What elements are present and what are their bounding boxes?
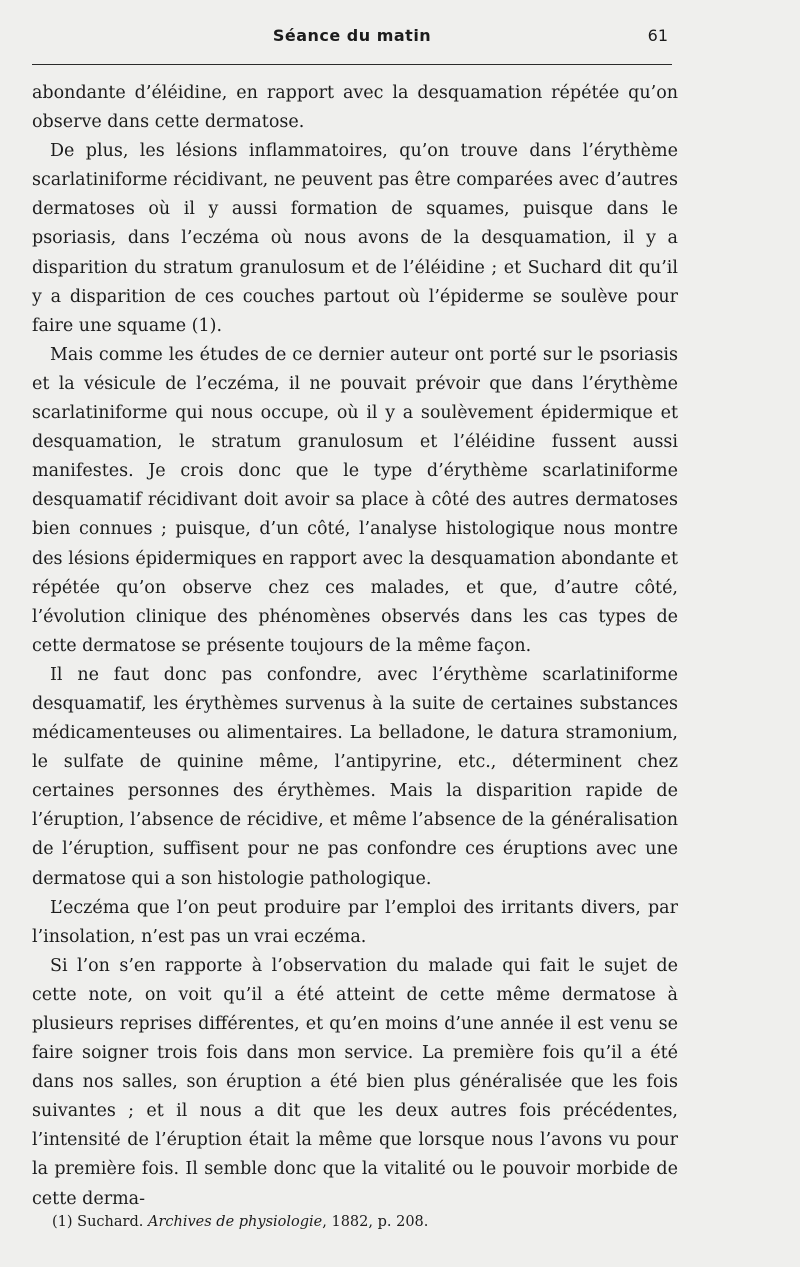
page-header bbox=[32, 24, 672, 54]
footnote-details: , 1882, p. 208. bbox=[322, 1214, 429, 1230]
paragraph-suchard-studies: Mais comme les études de ce dernier auteur ont porté sur le psoriasis et la vésicule de l’eczéma, il ne pouvait prévoir que dans l’érythème scarlatiniforme qui nous occupe, où il y a soulèvement épidermique et desquamation, le stratum granulosum et l’éléidine fussent aussi manifestes. Je crois donc que le type d’érythème scarlatiniforme desquamatif récidivant doit avoir sa place à côté des autres dermatoses bien connues ; puisque, d’un côté, l’analyse histologique nous montre des lésions épidermiques en rapport avec la desquamation abondante et répétée qu’on observe chez ces malades, et que, d’autre côté, l’évolution clinique des phénomènes observés dans les cas types de cette dermatose se présente toujours de la même façon. bbox=[32, 344, 678, 656]
paragraph-observation: Si l’on s’en rapporte à l’observation du malade qui fait le sujet de cette note, on voit qu’il a été atteint de cette même dermatose à plusieurs reprises différentes, et qu’en moins d’une année il est venu se faire soigner trois fois dans mon service. La première fois qu’il a été dans nos salles, son éruption a été bien plus généralisée que les fois suivantes ; et il nous a dit que les deux autres fois précédentes, l’intensité de l’éruption était la même que lorsque nous l’avons vu pour la première fois. Il semble donc que la vitalité ou le pouvoir morbide de cette derma- bbox=[32, 955, 678, 1209]
paragraph-eczema: L’eczéma que l’on peut produire par l’emploi des irritants divers, par l’insolation, n’est pas un vrai eczéma. bbox=[32, 897, 678, 947]
footnote-marker: (1) bbox=[52, 1214, 73, 1230]
footnote-author: Suchard. bbox=[77, 1214, 144, 1230]
paragraph-continuation: abondante d’éléidine, en rapport avec la desquamation répétée qu’on observe dans cette dermatose. bbox=[32, 83, 678, 133]
paragraph-lesions: De plus, les lésions inflammatoires, qu’on trouve dans l’érythème scarlatiniforme récidivant, ne peuvent pas être comparées avec d’autres dermatoses où il y aussi formation de squames, puisque dans le psoriasis, dans l’eczéma où nous avons de la desquamation, il y a disparition du stratum granulosum et de l’éléidine ; et Suchard dit qu’il y a disparition de ces couches partout où l’épiderme se soulève pour faire une squame (1). bbox=[32, 141, 678, 336]
footnote bbox=[52, 1212, 428, 1232]
running-title: Séance du matin bbox=[272, 26, 432, 45]
header-rule bbox=[32, 64, 672, 65]
footnote-journal: Archives de physiologie bbox=[147, 1214, 323, 1230]
page-number: 61 bbox=[647, 26, 668, 45]
paragraph-erythemes: Il ne faut donc pas confondre, avec l’érythème scarlatiniforme desquamatif, les érythèmes survenus à la suite de certaines substances médicamenteuses ou alimentaires. La belladone, le datura stramonium, le sulfate de quinine même, l’antipyrine, etc., déterminent chez certaines personnes des érythèmes. Mais la disparition rapide de l’éruption, l’absence de récidive, et même l’absence de la généralisation de l’éruption, suffisent pour ne pas confondre ces éruptions avec une dermatose qui a son histologie pathologique. bbox=[32, 664, 678, 889]
body-text bbox=[32, 79, 678, 1214]
